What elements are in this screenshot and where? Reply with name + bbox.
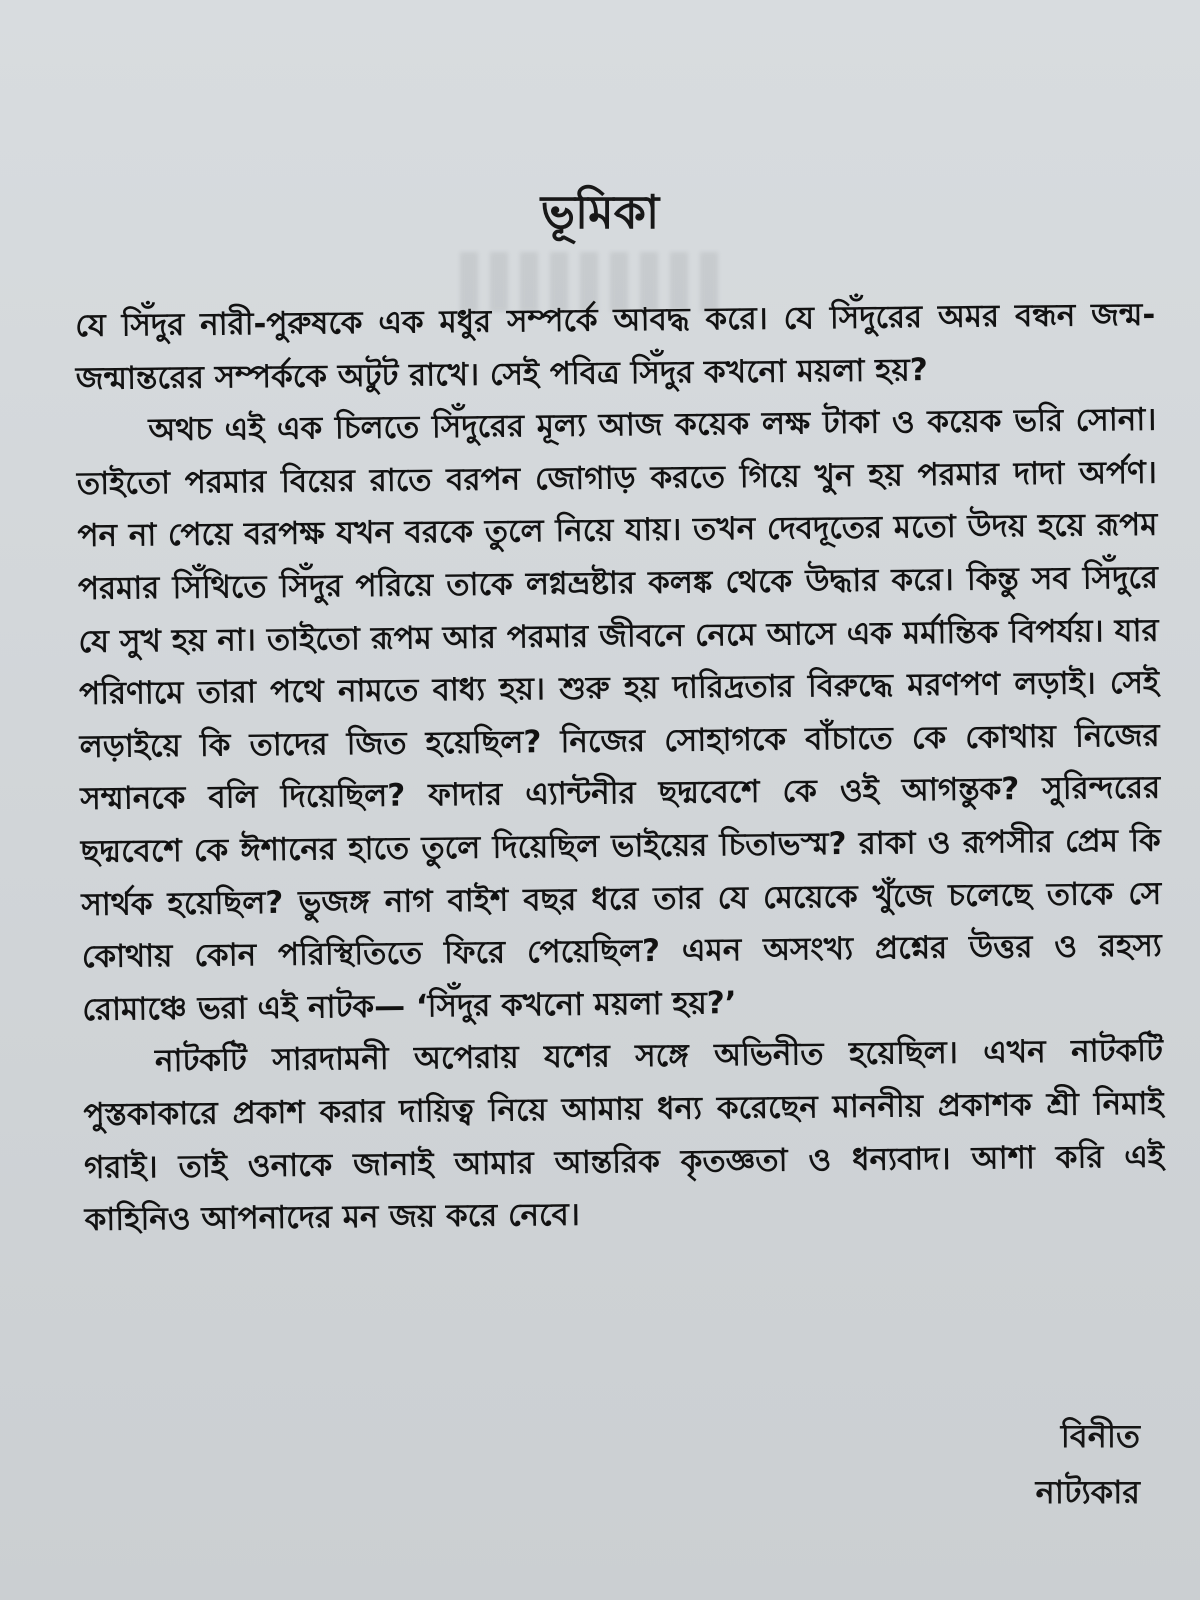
signoff-block: [880, 1408, 1140, 1520]
paragraph-2: অথচ এই এক চিলতে সিঁদুরের মূল্য আজ কয়েক লক্ষ টাকা ও কয়েক ভরি সোনা। তাইতো পরমার বিয়ের রাতে বরপন জোগাড় করতে গিয়ে খুন হয় পরমার দাদা অর্পণ। পন না পেয়ে বরপক্ষ যখন বরকে তুলে নিয়ে যায়। তখন দেবদূতের মতো উদয় হয়ে রূপম পরমার সিঁথিতে সিঁদুর পরিয়ে তাকে লগ্নভ্রষ্টার কলঙ্ক থেকে উদ্ধার করে। কিন্তু সব সিঁদুরে যে সুখ হয় না। তাইতো রূপম আর পরমার জীবনে নেমে আসে এক মর্মান্তিক বিপর্যয়। যার পরিণামে তারা পথে নামতে বাধ্য হয়। শুরু হয় দারিদ্রতার বিরুদ্ধে মরণপণ লড়াই। সেই লড়াইয়ে কি তাদের জিত হয়েছিল? নিজের সোহাগকে বাঁচাতে কে কোথায় নিজের সম্মানকে বলি দিয়েছিল? ফাদার এ্যান্টনীর ছদ্মবেশে কে ওই আগন্তুক? সুরিন্দরের ছদ্মবেশে কে ঈশানের হাতে তুলে দিয়েছিল ভাইয়ের চিতাভস্ম? রাকা ও রূপসীর প্রেম কি সার্থক হয়েছিল? ভুজঙ্গ নাগ বাইশ বছর ধরে তার যে মেয়েকে খুঁজে চলেছে তাকে সে কোথায় কোন পরিস্থিতিতে ফিরে পেয়েছিল? এমন অসংখ্য প্রশ্নের উত্তর ও রহস্য রোমাঞ্চে ভরা এই নাটক— ‘সিঁদুর কখনো ময়লা হয়?’: [76, 401, 1163, 1028]
paragraph-3: নাটকটি সারদামনী অপেরায় যশের সঙ্গে অভিনীত হয়েছিল। এখন নাটকটি পুস্তকাকারে প্রকাশ করার দায়িত্ব নিয়ে আমায় ধন্য করেছেন মাননীয় প্রকাশক শ্রী নিমাই গরাই। তাই ওনাকে জানাই আমার আন্তরিক কৃতজ্ঞতা ও ধন্যবাদ। আশা করি এই কাহিনিও আপনাদের মন জয় করে নেবে।: [83, 1032, 1165, 1239]
signoff-line-2: নাট্যকার: [1035, 1473, 1140, 1511]
page-title: ভূমিকা: [540, 185, 660, 239]
paragraph-1: যে সিঁদুর নারী-পুরুষকে এক মধুর সম্পর্কে আবদ্ধ করে। যে সিঁদুরের অমর বন্ধন জন্ম-জন্মান্তরের সম্পর্ককে অটুট রাখে। সেই পবিত্র সিঁদুর কখনো ময়লা হয়?: [75, 296, 1156, 397]
signoff-line-1: বিনীত: [1060, 1417, 1140, 1455]
preface-body: [75, 289, 1165, 1247]
